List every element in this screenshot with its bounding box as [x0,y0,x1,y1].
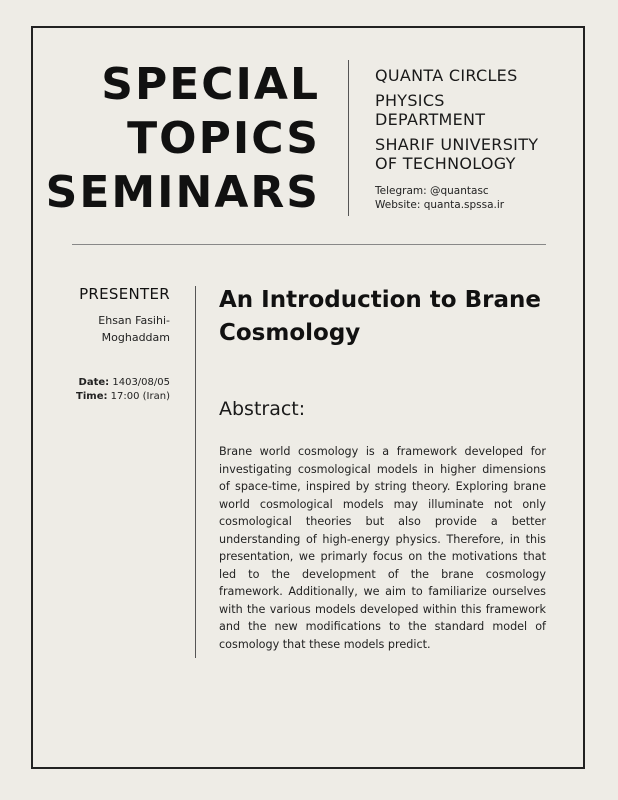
time-value: 17:00 (Iran) [107,391,170,402]
telegram-handle: Telegram: @quantasc [375,185,489,197]
seminar-title [46,58,320,220]
time-label: Time: [76,391,108,402]
seminar-title-line-2: TOPICS [127,113,320,164]
content-vertical-divider [195,286,196,658]
organizer-block [375,66,538,179]
organizer-name: QUANTA CIRCLES [375,66,518,85]
header-horizontal-divider [72,244,546,245]
university [375,135,538,173]
university-line-1: SHARIF UNIVERSITY [375,135,539,154]
university-line-2: OF TECHNOLOGY [375,154,516,173]
date-value: 1403/08/05 [109,377,170,388]
header-vertical-divider [348,60,349,216]
department [375,91,538,129]
department-line-1: PHYSICS [375,91,445,110]
presenter-label: PRESENTER [79,285,170,303]
seminar-title-line-3: SEMINARS [45,167,320,218]
website-address: Website: quanta.spssa.ir [375,199,505,211]
talk-title: An Introduction to Brane Cosmology [219,287,541,346]
schedule [60,376,170,404]
seminar-title-line-1: SPECIAL [101,59,320,110]
contact-info [375,184,504,212]
date-row [60,376,170,390]
presenter-name: Ehsan Fasihi-Moghaddam [98,314,170,344]
department-line-2: DEPARTMENT [375,110,486,129]
time-row [60,390,170,404]
date-label: Date: [78,377,110,388]
presenter-column [60,284,170,404]
abstract-heading: Abstract: [219,398,306,420]
abstract-text: Brane world cosmology is a framework developed for investigating cosmological models in higher dimensions of space-time, inspired by string theory. Exploring brane world cosmological models may illuminate not only cosmological theories but also provide a better understanding of high-energy physics. Therefore, in this presentation, we primarly focus on the motivations that led to the development of the brane cosmology framework. Additionally, we aim to familiarize ourselves with the various models developed within this framework and the new modifications to the standard model of cosmology that these models predict. [219,445,546,651]
